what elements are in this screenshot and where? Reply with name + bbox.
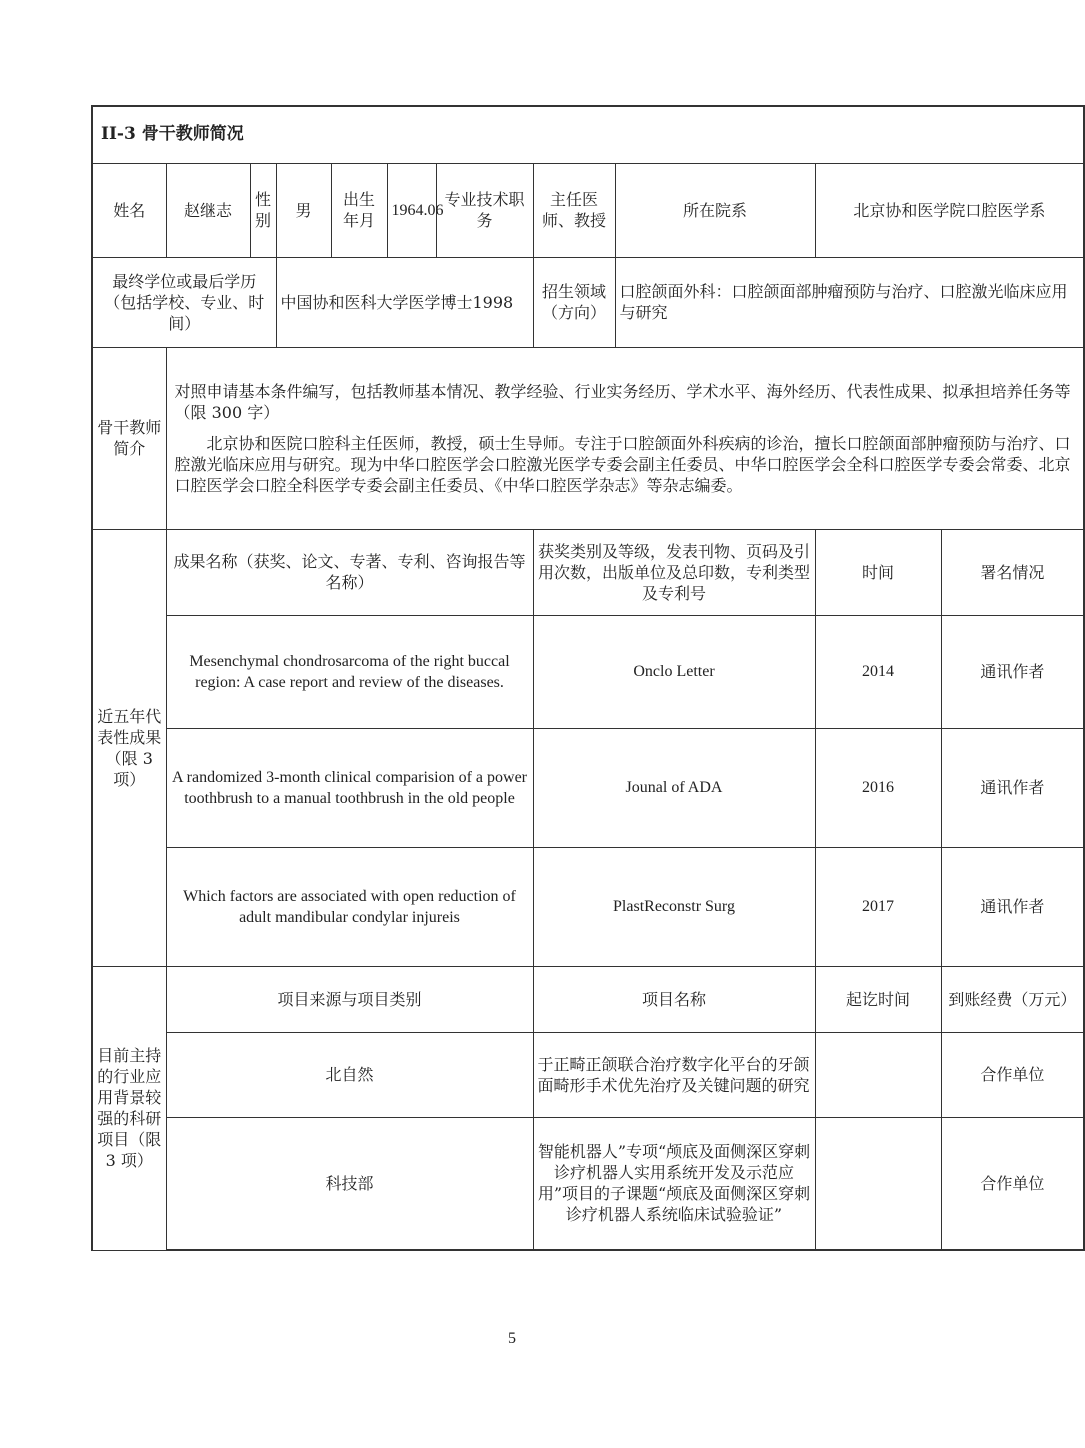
birth-label: 出生年月: [331, 163, 387, 257]
projects-header-source: 项目来源与项目类别: [166, 966, 533, 1032]
name-label: 姓名: [92, 163, 166, 257]
project-period: [815, 1032, 941, 1117]
achievement-venue: Onclo Letter: [533, 615, 815, 728]
table-row: [92, 728, 1084, 847]
achievements-header-time: 时间: [815, 529, 941, 615]
achievements-header-venue: 获奖类别及等级，发表刊物、页码及引用次数，出版单位及总印数，专利类型及专利号: [533, 529, 815, 615]
gender-value: 男: [276, 163, 331, 257]
achievement-role: 通讯作者: [941, 615, 1084, 728]
achievement-year: 2016: [815, 728, 941, 847]
teacher-profile-table: [91, 105, 1085, 1251]
title-label: 专业技术职 务: [436, 163, 533, 257]
profile-label: 骨干教师简介: [92, 347, 166, 529]
achievements-label: 近五年代表性成果（限 3 项）: [92, 529, 166, 966]
degree-label: 最终学位或最后学历（包括学校、专业、时间）: [92, 257, 276, 347]
projects-header-funds: 到账经费（万元）: [941, 966, 1084, 1032]
project-funds: 合作单位: [941, 1117, 1084, 1250]
achievement-year: 2014: [815, 615, 941, 728]
profile-instruction: 对照申请基本条件编写，包括教师基本情况、教学经验、行业实务经历、学术水平、海外经历、代表性成果、拟承担培养任务等（限 300 字）: [174, 381, 1071, 422]
achievement-venue: PlastReconstr Surg: [533, 847, 815, 966]
achievement-title: Mesenchymal chondrosarcoma of the right buccal region: A case report and review of the diseases.: [166, 615, 533, 728]
projects-header-period: 起讫时间: [815, 966, 941, 1032]
achievement-title: A randomized 3-month clinical comparision of a power toothbrush to a manual toothbrush in the old people: [166, 728, 533, 847]
gender-label: 性别: [250, 163, 276, 257]
project-period: [815, 1117, 941, 1250]
title-value: 主任医师、教授: [533, 163, 615, 257]
project-name: 智能机器人”专项“颅底及面侧深区穿刺诊疗机器人实用系统开发及示范应用”项目的子课题“颅底及面侧深区穿刺诊疗机器人系统临床试验验证”: [533, 1117, 815, 1250]
project-source: 科技部: [166, 1117, 533, 1250]
project-funds: 合作单位: [941, 1032, 1084, 1117]
achievements-header-role: 署名情况: [941, 529, 1084, 615]
table-row: [92, 1032, 1084, 1117]
dept-value: 北京协和医学院口腔医学系: [815, 163, 1084, 257]
profile-text: 北京协和医院口腔科主任医师，教授，硕士生导师。专注于口腔颌面外科疾病的诊治，擅长口腔颌面部肿瘤预防与治疗、口腔激光临床应用与研究。现为中华口腔医学会口腔激光医学专委会副主任委员、中华口腔医学会全科口腔医学专委会常委、北京口腔医学会口腔全科医学专委会副主任委员、《中华口腔医学杂志》等杂志编委。: [174, 433, 1071, 495]
table-row: [92, 615, 1084, 728]
dept-label: 所在院系: [615, 163, 815, 257]
achievement-role: 通讯作者: [941, 847, 1084, 966]
name-value: 赵继志: [166, 163, 250, 257]
field-value: 口腔颌面外科：口腔颌面部肿瘤预防与治疗、口腔激光临床应用与研究: [615, 257, 1084, 347]
field-label: 招生领域（方向）: [533, 257, 615, 347]
projects-label: 目前主持的行业应用背景较强的科研项目（限 3 项）: [92, 966, 166, 1250]
projects-header-name: 项目名称: [533, 966, 815, 1032]
table-row: [92, 1117, 1084, 1250]
achievements-header-name: 成果名称（获奖、论文、专著、专利、咨询报告等名称）: [166, 529, 533, 615]
page-number: 5: [508, 1330, 516, 1347]
achievement-title: Which factors are associated with open reduction of adult mandibular condylar injureis: [166, 847, 533, 966]
project-name: 于正畸正颌联合治疗数字化平台的牙颌面畸形手术优先治疗及关键问题的研究: [533, 1032, 815, 1117]
birth-value: 1964.06: [387, 163, 436, 257]
section-title: II-3 骨干教师简况: [92, 106, 1084, 163]
degree-value: 中国协和医科大学医学博士1998: [276, 257, 533, 347]
achievement-venue: Jounal of ADA: [533, 728, 815, 847]
achievement-year: 2017: [815, 847, 941, 966]
profile-content: [166, 347, 1084, 529]
project-source: 北自然: [166, 1032, 533, 1117]
achievement-role: 通讯作者: [941, 728, 1084, 847]
table-row: [92, 847, 1084, 966]
